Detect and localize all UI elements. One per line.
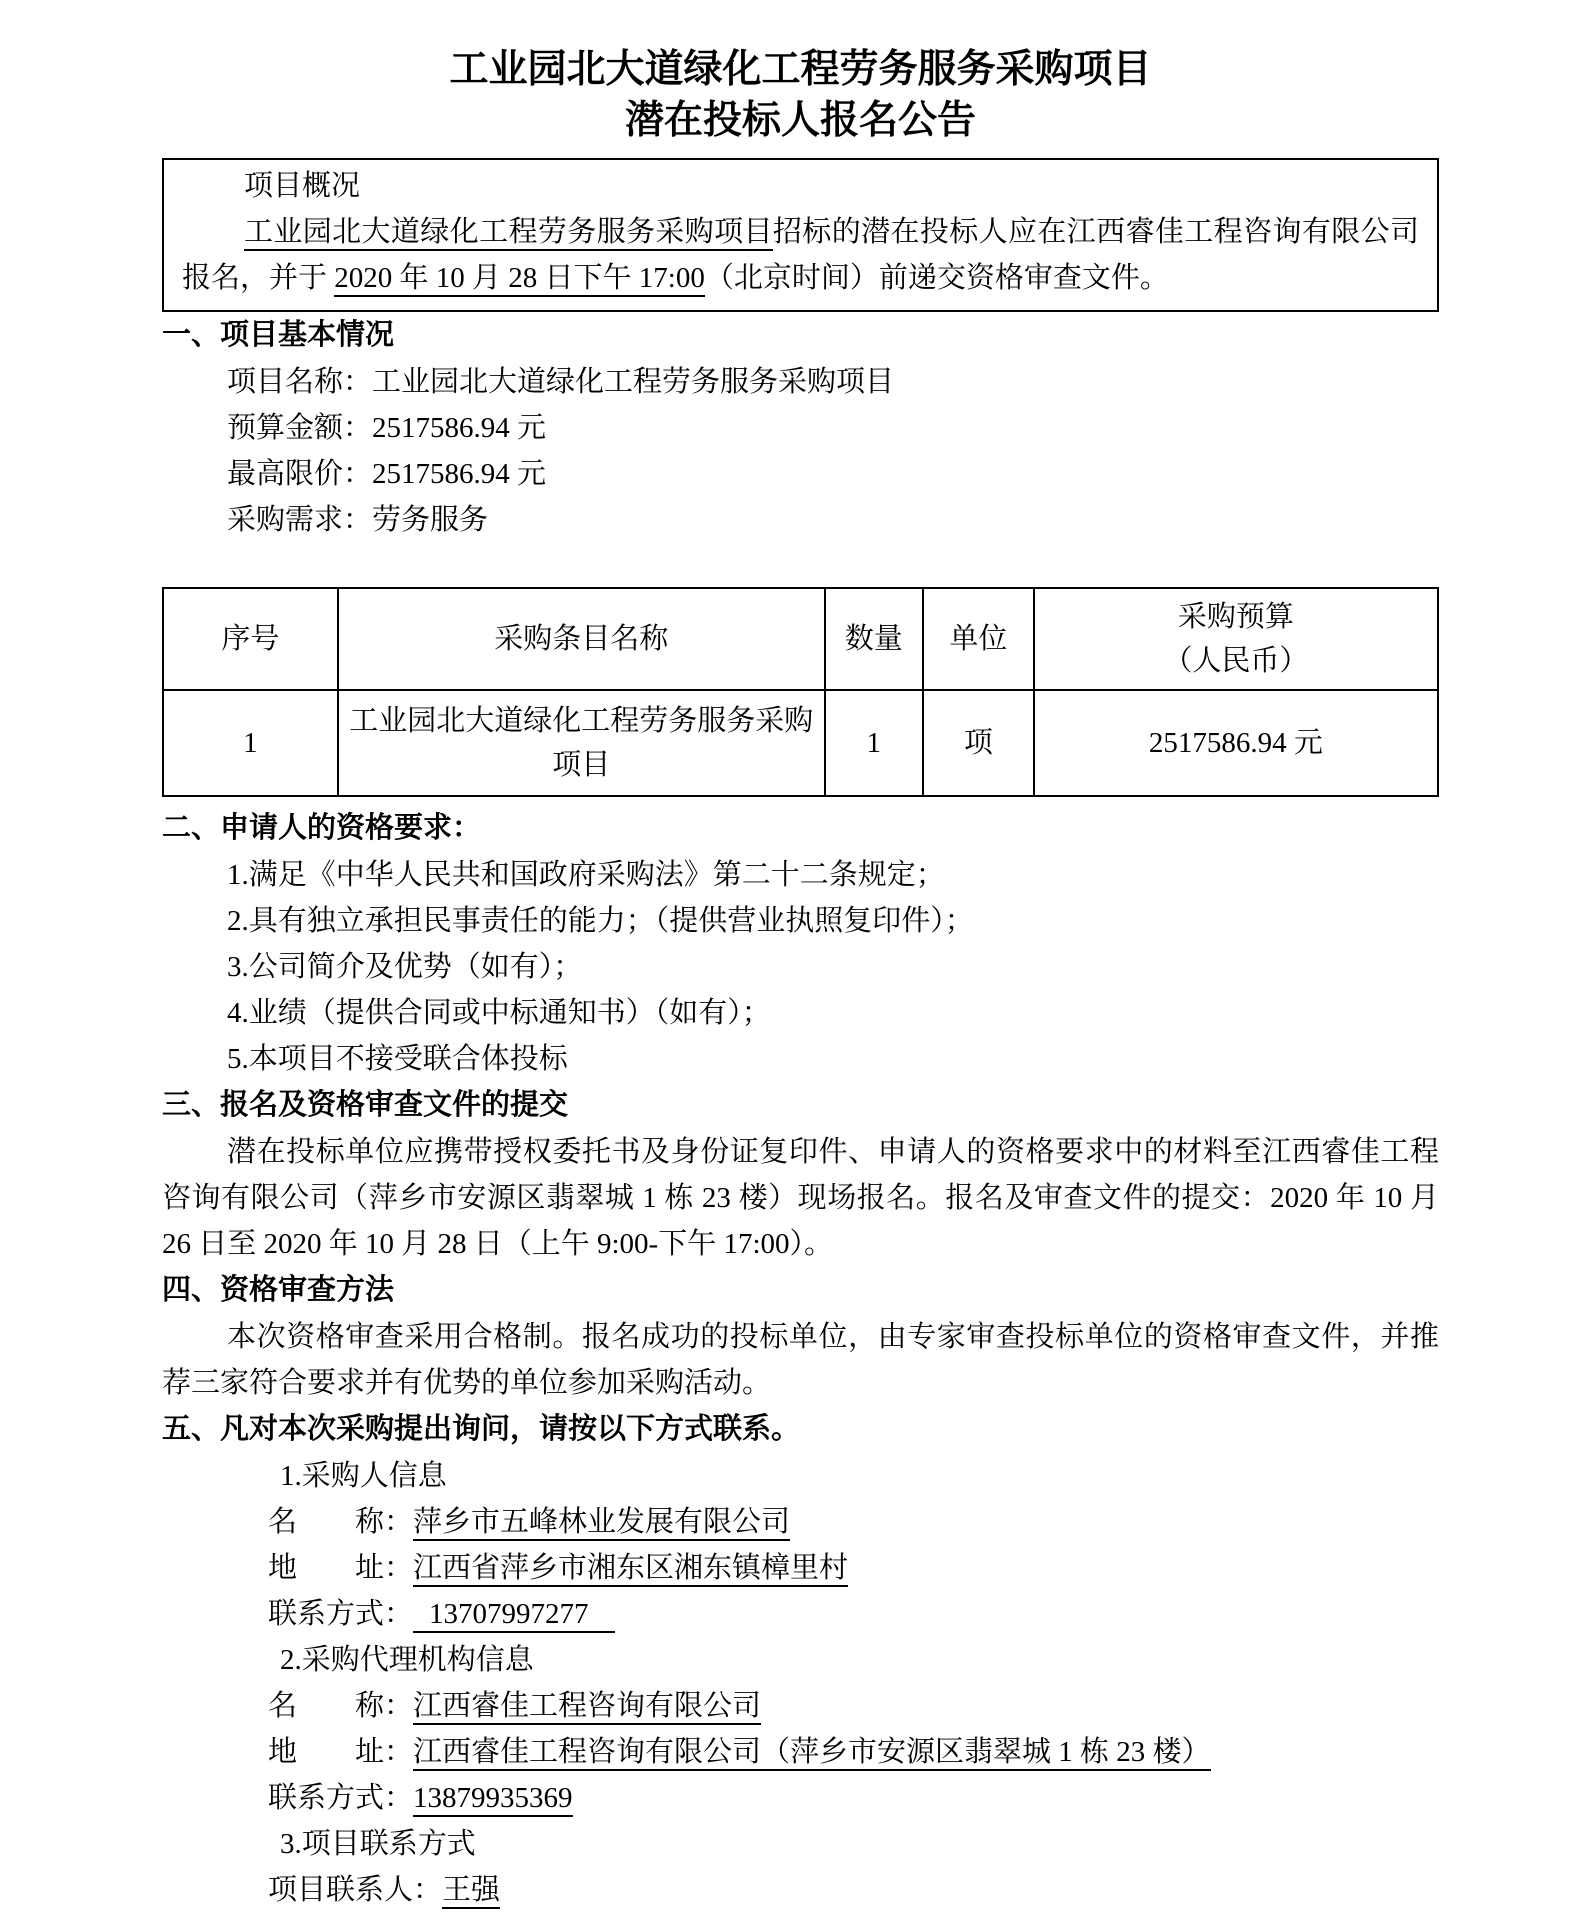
buyer-name-line [162, 1499, 1439, 1545]
table-header-row [163, 588, 1438, 690]
agent-phone-value: 13879935369 [413, 1782, 573, 1817]
col-header-unit: 单位 [923, 588, 1034, 690]
cell-budget: 2517586.94 元 [1034, 690, 1438, 796]
review-method-paragraph: 本次资格审查采用合格制。报名成功的投标单位，由专家审查投标单位的资格审查文件，并推荐三家符合要求并有优势的单位参加采购活动。 [162, 1321, 1439, 1399]
buyer-address-label: 地 址： [268, 1552, 414, 1584]
qualification-item-3: 3.公司简介及优势（如有）； [227, 951, 583, 983]
buyer-address-value: 江西省萍乡市湘东区湘东镇樟里村 [413, 1552, 848, 1587]
agent-phone-label: 联系方式： [268, 1782, 414, 1814]
procurement-items-table [162, 587, 1439, 797]
overview-text: 招标的潜在投标人应在江西睿佳工程咨询有限公司报名，并于 [182, 216, 1419, 294]
col-header-budget [1034, 588, 1438, 690]
col-header-seq: 序号 [163, 588, 338, 690]
buyer-phone-value: 13707997277 [413, 1598, 615, 1633]
col-header-budget-line2: （人民币） [1163, 645, 1309, 677]
overview-label: 项目概况 [244, 170, 361, 202]
cell-seq: 1 [163, 690, 338, 796]
agent-info-title: 2.采购代理机构信息 [280, 1644, 534, 1676]
buyer-address-line [162, 1545, 1439, 1591]
section4-heading: 四、资格审查方法 [162, 1274, 395, 1306]
agent-phone-line [162, 1775, 1439, 1821]
doc-title-line1: 工业园北大道绿化工程劳务服务采购项目 [449, 48, 1152, 91]
doc-title [162, 44, 1439, 146]
overview-project-name: 工业园北大道绿化工程劳务服务采购项目 [244, 216, 773, 251]
buyer-name-value: 萍乡市五峰林业发展有限公司 [413, 1506, 790, 1541]
buyer-phone-line [162, 1591, 1439, 1637]
agent-name-label: 名 称： [268, 1690, 414, 1722]
cell-name: 工业园北大道绿化工程劳务服务采购项目 [338, 690, 825, 796]
col-header-qty: 数量 [825, 588, 923, 690]
project-contact-line [162, 1867, 1439, 1913]
section5-heading: 五、凡对本次采购提出询问，请按以下方式联系。 [162, 1413, 801, 1445]
project-contact-value: 王强 [442, 1874, 500, 1909]
section3-heading: 三、报名及资格审查文件的提交 [162, 1089, 569, 1121]
table-row [163, 690, 1438, 796]
buyer-info-title: 1.采购人信息 [280, 1460, 447, 1492]
price-ceiling-line: 最高限价：2517586.94 元 [227, 458, 547, 490]
project-contact-title: 3.项目联系方式 [280, 1828, 476, 1860]
agent-name-value: 江西睿佳工程咨询有限公司 [413, 1690, 761, 1725]
overview-deadline: 2020 年 10 月 28 日下午 17:00 [334, 262, 705, 297]
agent-address-line [162, 1729, 1439, 1775]
qualification-item-4: 4.业绩（提供合同或中标通知书）（如有）； [227, 997, 771, 1029]
qualification-item-2: 2.具有独立承担民事责任的能力；（提供营业执照复印件）； [227, 905, 974, 937]
buyer-name-label: 名 称： [268, 1506, 414, 1538]
overview-paragraph [182, 209, 1419, 301]
project-overview-box [162, 158, 1439, 312]
qualification-item-1: 1.满足《中华人民共和国政府采购法》第二十二条规定； [227, 859, 945, 891]
qualification-item-5: 5.本项目不接受联合体投标 [227, 1043, 568, 1075]
budget-amount-line: 预算金额：2517586.94 元 [227, 412, 547, 444]
project-name-line: 项目名称：工业园北大道绿化工程劳务服务采购项目 [227, 366, 895, 398]
doc-title-line2: 潜在投标人报名公告 [624, 99, 976, 142]
procurement-need-line: 采购需求：劳务服务 [227, 504, 489, 536]
col-header-name: 采购条目名称 [338, 588, 825, 690]
overview-text-tail: （北京时间）前递交资格审查文件。 [704, 262, 1169, 294]
agent-address-value: 江西睿佳工程咨询有限公司（萍乡市安源区翡翠城 1 栋 23 楼） [413, 1736, 1211, 1771]
agent-address-label: 地 址： [268, 1736, 414, 1768]
cell-unit: 项 [923, 690, 1034, 796]
cell-qty: 1 [825, 690, 923, 796]
agent-name-line [162, 1683, 1439, 1729]
submission-paragraph: 潜在投标单位应携带授权委托书及身份证复印件、申请人的资格要求中的材料至江西睿佳工程咨询有限公司（萍乡市安源区翡翠城 1 栋 23 楼）现场报名。报名及审查文件的提交：2020 年 10 月 26 日至 2020 年 10 月 28 日（上午 9:00-下午 17:00）。 [162, 1136, 1439, 1260]
buyer-phone-label: 联系方式： [268, 1598, 414, 1630]
section1-heading: 一、项目基本情况 [162, 319, 395, 351]
section2-heading: 二、申请人的资格要求： [162, 812, 482, 844]
project-contact-label: 项目联系人： [268, 1874, 443, 1906]
col-header-budget-line1: 采购预算 [1177, 601, 1294, 633]
